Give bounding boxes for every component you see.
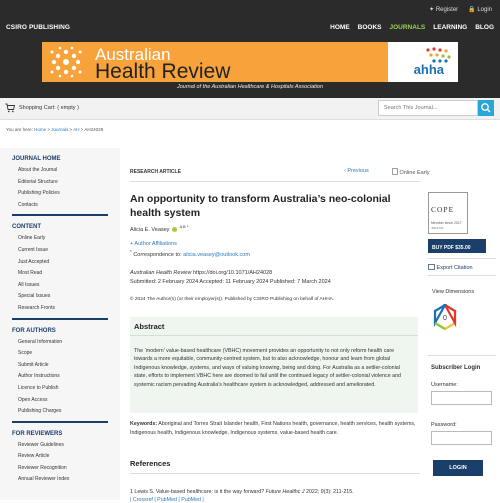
nav-journals[interactable]: JOURNALS [389,24,426,31]
reference-links[interactable]: | Crossref | PubMed | PubMed | [130,497,204,503]
password-label: Password: [431,422,457,428]
login-button[interactable]: LOGIN [433,460,483,476]
search-icon [478,100,494,116]
cope-badge[interactable] [428,192,468,234]
sidebar-item-reviewer-guidelines[interactable]: Reviewer Guidelines [18,441,64,448]
sidebar-item-about[interactable]: About the Journal [18,167,58,173]
top-bar [0,0,500,42]
sidebar-item-submit-article[interactable]: Submit Article [18,361,49,368]
sidebar-item-special-issues[interactable]: Special Issues [18,293,51,300]
references-divider [130,473,420,474]
author-affiliations-toggle[interactable]: + Author Affiliations [130,241,177,247]
sidebar-heading-journal-home[interactable]: JOURNAL HOME [12,156,61,162]
sidebar-heading-for-authors[interactable]: FOR AUTHORS [12,327,56,334]
brand-name[interactable]: CSIRO PUBLISHING [6,24,71,31]
export-citation-link[interactable]: Export Citation [428,264,473,271]
banner-title-line2: Health Review [95,60,231,82]
nav-blog[interactable]: BLOG [475,24,494,31]
sidebar-item-reviewer-recognition[interactable]: Reviewer Recognition [18,464,67,471]
export-icon [428,264,435,270]
sidebar-item-contacts[interactable]: Contacts [18,201,38,208]
password-field[interactable] [431,431,492,445]
username-label: Username: [431,382,458,388]
license-text: © 2024 The Author(s) (or their employer(s)). Published by CSIRO Publishing on behalf of AHHA. [130,297,335,302]
sidebar-divider [12,214,108,216]
banner-title-line1: Australian [95,45,171,64]
sidebar-item-most-read[interactable]: Most Read [18,270,43,277]
sidebar-divider [12,318,108,320]
author-name[interactable]: Alicia E. Veasey [130,226,170,233]
ahha-logo [388,42,458,82]
breadcrumb-journals[interactable]: Journals [51,127,69,132]
cart-icon[interactable] [5,103,15,113]
keywords [130,420,418,437]
nav-learning[interactable]: LEARNING [433,24,468,31]
buy-pdf-button[interactable]: BUY PDF $35.00 [428,239,486,253]
right-divider [428,355,496,356]
sidebar-item-publishing-charges[interactable]: Publishing Charges [18,408,62,415]
citation-info [130,269,331,286]
username-field[interactable] [431,391,492,405]
breadcrumb-current: AH24028 [84,127,104,132]
orcid-icon[interactable] [172,227,177,232]
cope-logo-text: COPE [431,205,455,214]
journal-name: Australian Health Review [130,270,192,276]
svg-text:0: 0 [443,315,447,322]
nav-home[interactable]: HOME [330,24,350,31]
main-nav [330,24,494,31]
article-main [122,148,430,503]
online-early-link[interactable]: Online Early [392,168,430,176]
sidebar-divider [12,421,108,423]
sidebar-item-general-info[interactable]: General Information [18,338,63,345]
sidebar-item-current-issue[interactable]: Current Issue [18,246,49,253]
right-column [424,148,500,500]
journal-search-input[interactable] [378,100,478,116]
sidebar-item-editorial[interactable]: Editorial Structure [18,178,58,185]
document-icon [392,168,398,175]
nav-books[interactable]: BOOKS [357,24,382,31]
cope-member: Member since 2017 [431,221,462,225]
reference-item: 1 Lewis S. Value-based healthcare: is it the way forward? Future Healthc J 2022; 9(3): 211-215. [130,489,354,495]
keywords-list: Aboriginal and Torres Strait Islander health, First Nations health, governance, health services, health systems, Indigenous health, Indigenous knowledge, Indigenous systems, value-based health care. [130,421,416,436]
sidebar-item-annual-reviewer-index[interactable]: Annual Reviewer Index [18,476,70,483]
abstract-box [130,317,418,413]
author-marks: A B * [179,224,189,229]
abstract-heading: Abstract [134,322,165,331]
subscriber-login-heading: Subscriber Login [431,365,481,371]
author-line [130,224,188,233]
journal-logo-icon [46,44,86,80]
top-links [429,6,492,13]
sidebar-item-all-issues[interactable]: All Issues [18,281,40,288]
shopping-cart-link[interactable]: Shopping Cart: ( empty ) [19,105,79,111]
shop-bar [0,98,500,120]
journal-banner[interactable] [42,42,458,82]
sidebar-item-online-early[interactable]: Online Early [18,235,46,242]
sidebar-item-scope[interactable]: Scope [18,350,33,357]
view-dimensions-link[interactable]: View Dimensions [432,289,475,295]
sidebar-item-research-fronts[interactable]: Research Fronts [18,304,55,311]
breadcrumb: You are here: Home > Journals > AH > AH24028 [6,127,104,132]
sidebar-heading-content[interactable]: CONTENT [12,224,41,231]
correspondence-email[interactable]: alicia.veasey@outlook.com [183,251,250,258]
sidebar-item-review-article[interactable]: Review Article [18,453,50,460]
sidebar-item-licence[interactable]: Licence to Publish [18,384,59,391]
sidebar-item-just-accepted[interactable]: Just Accepted [18,258,50,265]
cope-number: JM12733 [431,226,444,230]
login-link[interactable]: 🔒 Login [468,7,492,13]
article-type: RESEARCH ARTICLE [130,169,181,175]
abstract-text: The ‘modern’ value-based healthcare (VBHC) movement provides an opportunity to not only reform health care towards a more equitable, community-centred system, but to also acknowledge, honour and learn from global Indigenous knowledge, systems, and ways of valuing knowing, being and doing. For Australia as a settler-colonial state, efforts to implement VBHC here are doomed to fail until the continued legacy of settler-colonial violence and systemic racism pervading Australia’s healthcare system is acknowledged, addressed and ameliorated. [134,348,401,388]
sidebar [0,148,120,500]
right-divider [428,258,496,259]
sidebar-heading-for-reviewers[interactable]: FOR REVIEWERS [12,430,63,437]
sidebar-item-policies[interactable]: Publishing Policies [18,190,60,197]
doi-link[interactable]: https://doi.org/10.1071/AH24028 [192,270,273,276]
journal-tagline: Journal of the Australian Healthcare & Hospitals Association [176,84,324,90]
sidebar-item-author-instructions[interactable]: Author Instructions [18,373,60,380]
article-dates: Submitted: 2 February 2024 Accepted: 11 February 2024 Published: 7 March 2024 [130,278,331,285]
correspondence: * Correspondence to: alicia.veasey@outlook.com [130,249,250,258]
keywords-label: Keywords: [130,421,158,427]
altmetric-badge-icon[interactable] [432,304,458,330]
ahha-text: ahha [413,62,444,77]
previous-link[interactable]: ‹ Previous [344,168,369,174]
sidebar-item-open-access[interactable]: Open Access [18,396,48,403]
right-divider [428,275,496,276]
article-title: An opportunity to transform Australia’s neo-colonial health system [130,193,391,219]
breadcrumb-home[interactable]: Home [34,127,47,132]
register-link[interactable]: ✦ Register [429,7,459,13]
references-heading: References [130,459,171,468]
breadcrumb-ah[interactable]: AH [73,127,80,132]
abstract-divider [130,335,418,336]
search-button[interactable] [478,100,494,116]
header-divider [130,181,420,182]
